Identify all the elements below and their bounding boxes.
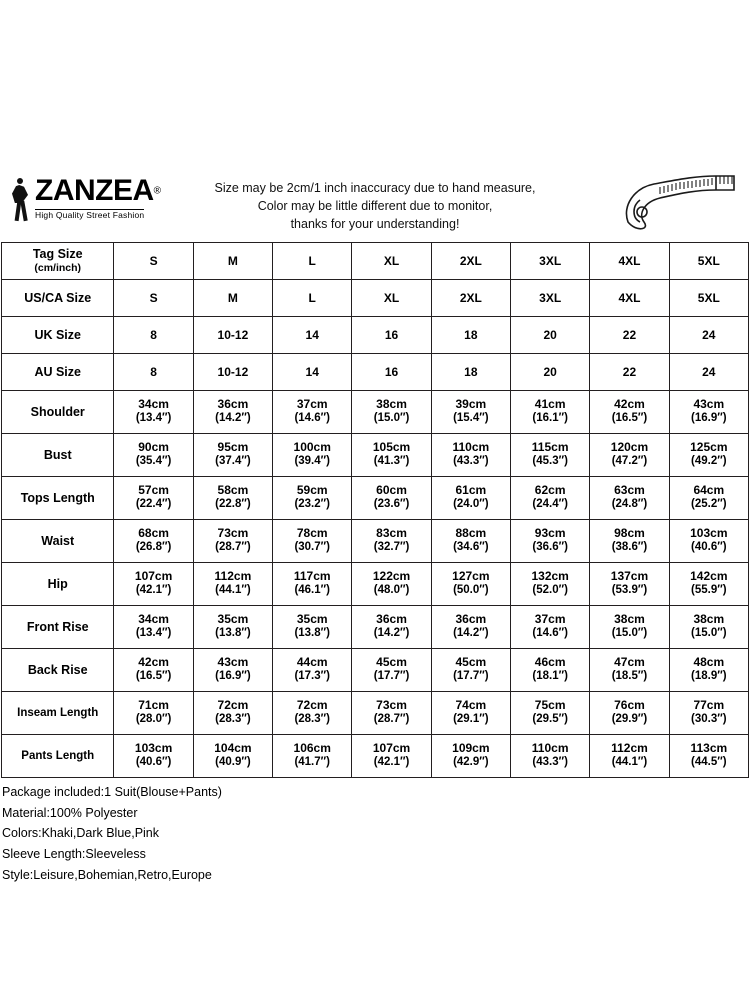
value-cm: 112cm — [611, 741, 648, 756]
value-inch: (42.9″) — [453, 756, 489, 769]
value-inch: (28.3″) — [215, 713, 251, 726]
cell-value — [590, 692, 669, 735]
cell-value: 22 — [590, 317, 669, 354]
cell-value — [511, 520, 590, 563]
value-cm: 120cm — [610, 440, 649, 455]
cell-value — [590, 649, 669, 692]
cell-value: XL — [352, 280, 431, 317]
value-cm: 36cm — [455, 612, 487, 627]
value-cm: 36cm — [217, 397, 249, 412]
cell-value — [193, 649, 272, 692]
cell-value — [273, 692, 352, 735]
cell-value — [431, 477, 510, 520]
product-detail-line-1: Package included:1 Suit(Blouse+Pants) — [2, 785, 222, 799]
value-cm: 98cm — [614, 526, 645, 541]
value-cm: 35cm — [217, 612, 249, 627]
value-cm: 47cm — [614, 655, 645, 670]
value-cm: 132cm — [531, 569, 569, 584]
value-inch: (14.2″) — [215, 412, 251, 425]
value-inch: (42.1″) — [135, 584, 172, 597]
cell-value — [273, 606, 352, 649]
row-label-waist: Waist — [2, 520, 114, 563]
cell-value — [590, 477, 669, 520]
cell-value: 4XL — [590, 280, 669, 317]
value-inch: (41.7″) — [294, 756, 330, 769]
size-header-5: 2XL — [431, 243, 510, 280]
value-inch: (47.2″) — [611, 455, 648, 468]
value-cm: 83cm — [376, 526, 407, 541]
tag-size-unit: (cm/inch) — [34, 262, 82, 275]
cell-value — [669, 434, 748, 477]
cell-value: M — [193, 280, 272, 317]
value-cm: 103cm — [134, 741, 173, 756]
cell-value — [352, 477, 431, 520]
cell-value — [352, 692, 431, 735]
cell-value — [431, 606, 510, 649]
value-cm: 61cm — [455, 483, 487, 498]
cell-value — [590, 606, 669, 649]
size-header-7: 4XL — [590, 243, 669, 280]
value-cm: 115cm — [531, 440, 569, 455]
measurement-disclaimer — [165, 179, 585, 233]
value-cm: 104cm — [214, 741, 252, 756]
value-cm: 72cm — [296, 698, 328, 713]
value-inch: (38.6″) — [611, 541, 648, 554]
row-label-au-size: AU Size — [2, 354, 114, 391]
value-inch: (13.4″) — [135, 412, 172, 425]
value-cm: 127cm — [452, 569, 490, 584]
value-inch: (24.8″) — [611, 498, 648, 511]
table-row — [2, 354, 749, 391]
value-cm: 88cm — [455, 526, 487, 541]
cell-value: 8 — [114, 317, 193, 354]
cell-value: 3XL — [511, 280, 590, 317]
cell-value — [590, 520, 669, 563]
value-cm: 37cm — [534, 612, 566, 627]
disclaimer-line-1: Size may be 2cm/1 inch inaccuracy due to hand measure, — [214, 180, 536, 195]
cell-value — [511, 434, 590, 477]
cell-value: 14 — [273, 317, 352, 354]
brand-logo — [8, 176, 168, 222]
size-header-1: S — [114, 243, 193, 280]
cell-value — [669, 692, 748, 735]
value-cm: 112cm — [214, 569, 252, 584]
value-inch: (23.6″) — [373, 498, 410, 511]
value-cm: 110cm — [452, 440, 490, 455]
value-inch: (22.4″) — [135, 498, 172, 511]
brand-name: ZANZEA — [35, 174, 154, 207]
value-inch: (17.7″) — [373, 670, 410, 683]
value-inch: (35.4″) — [135, 455, 172, 468]
value-inch: (14.6″) — [532, 627, 568, 640]
value-inch: (14.2″) — [453, 627, 489, 640]
row-label-inseam-length: Inseam Length — [2, 692, 114, 735]
value-cm: 60cm — [376, 483, 407, 498]
row-label-hip: Hip — [2, 563, 114, 606]
value-cm: 62cm — [534, 483, 566, 498]
row-label-back-rise: Back Rise — [2, 649, 114, 692]
value-inch: (16.5″) — [135, 670, 172, 683]
cell-value — [511, 649, 590, 692]
table-row — [2, 649, 749, 692]
value-cm: 142cm — [690, 569, 728, 584]
cell-value: 10-12 — [193, 317, 272, 354]
value-inch: (22.8″) — [215, 498, 251, 511]
cell-value — [669, 520, 748, 563]
product-detail-line-2: Material:100% Polyester — [2, 805, 138, 820]
value-inch: (50.0″) — [453, 584, 489, 597]
value-inch: (48.0″) — [373, 584, 410, 597]
size-chart-table — [1, 242, 749, 778]
cell-value — [590, 434, 669, 477]
value-cm: 44cm — [296, 655, 328, 670]
value-cm: 74cm — [455, 698, 487, 713]
value-cm: 34cm — [138, 397, 169, 412]
value-inch: (32.7″) — [373, 541, 410, 554]
cell-value — [273, 434, 352, 477]
value-cm: 42cm — [614, 397, 645, 412]
cell-value — [669, 735, 748, 778]
cell-value — [352, 735, 431, 778]
tag-size-title: Tag Size — [32, 246, 83, 261]
value-cm: 64cm — [693, 483, 725, 498]
cell-value — [511, 391, 590, 434]
value-inch: (40.6″) — [691, 541, 727, 554]
value-cm: 122cm — [372, 569, 411, 584]
value-cm: 93cm — [534, 526, 566, 541]
value-inch: (36.6″) — [532, 541, 568, 554]
cell-value — [431, 434, 510, 477]
value-inch: (44.5″) — [691, 756, 727, 769]
value-cm: 105cm — [372, 440, 411, 455]
value-cm: 38cm — [376, 397, 407, 412]
value-inch: (37.4″) — [215, 455, 251, 468]
table-row — [2, 434, 749, 477]
cell-value — [193, 391, 272, 434]
cell-value — [114, 606, 193, 649]
size-header-3: L — [273, 243, 352, 280]
value-inch: (26.8″) — [135, 541, 172, 554]
row-label-tops-length: Tops Length — [2, 477, 114, 520]
table-header-row — [2, 243, 749, 280]
value-inch: (29.5″) — [532, 713, 568, 726]
value-inch: (39.4″) — [294, 455, 330, 468]
value-cm: 71cm — [138, 698, 169, 713]
value-cm: 35cm — [296, 612, 328, 627]
cell-value — [431, 563, 510, 606]
cell-value — [193, 563, 272, 606]
size-header-2: M — [193, 243, 272, 280]
cell-value — [193, 434, 272, 477]
value-cm: 117cm — [293, 569, 331, 584]
value-inch: (18.9″) — [691, 670, 727, 683]
cell-value — [114, 563, 193, 606]
cell-value — [352, 391, 431, 434]
value-inch: (44.1″) — [215, 584, 251, 597]
brand-tagline: High Quality Street Fashion — [35, 210, 145, 220]
cell-value — [114, 649, 193, 692]
cell-value — [431, 692, 510, 735]
value-cm: 103cm — [690, 526, 728, 541]
value-inch: (23.2″) — [294, 498, 330, 511]
cell-value — [193, 606, 272, 649]
value-inch: (16.5″) — [611, 412, 648, 425]
value-cm: 77cm — [693, 698, 725, 713]
cell-value: 20 — [511, 317, 590, 354]
value-inch: (24.0″) — [453, 498, 489, 511]
cell-value — [114, 520, 193, 563]
table-row — [2, 606, 749, 649]
value-cm: 36cm — [376, 612, 407, 627]
value-cm: 90cm — [138, 440, 169, 455]
value-inch: (55.9″) — [691, 584, 727, 597]
value-inch: (17.7″) — [453, 670, 489, 683]
value-cm: 45cm — [455, 655, 487, 670]
cell-value: S — [114, 280, 193, 317]
value-cm: 76cm — [614, 698, 645, 713]
cell-value — [511, 735, 590, 778]
value-cm: 109cm — [452, 741, 490, 756]
value-cm: 137cm — [610, 569, 649, 584]
cell-value: 20 — [511, 354, 590, 391]
cell-value — [669, 649, 748, 692]
value-cm: 42cm — [138, 655, 169, 670]
value-inch: (16.9″) — [215, 670, 251, 683]
value-cm: 34cm — [138, 612, 169, 627]
value-inch: (40.6″) — [135, 756, 172, 769]
value-cm: 106cm — [293, 741, 331, 756]
cell-value: 24 — [669, 317, 748, 354]
value-cm: 73cm — [217, 526, 249, 541]
value-cm: 107cm — [134, 569, 173, 584]
table-row — [2, 391, 749, 434]
table-row — [2, 477, 749, 520]
woman-silhouette-icon — [8, 176, 34, 222]
table-row — [2, 280, 749, 317]
registered-mark: ® — [153, 185, 162, 197]
cell-value — [511, 477, 590, 520]
value-cm: 63cm — [614, 483, 645, 498]
cell-value — [114, 434, 193, 477]
value-inch: (34.6″) — [453, 541, 489, 554]
tag-size-corner-cell — [2, 243, 114, 280]
cell-value — [511, 692, 590, 735]
cell-value — [273, 391, 352, 434]
value-inch: (42.1″) — [373, 756, 410, 769]
value-cm: 38cm — [693, 612, 725, 627]
value-inch: (41.3″) — [373, 455, 410, 468]
disclaimer-line-3: thanks for your understanding! — [290, 217, 460, 232]
value-inch: (44.1″) — [611, 756, 648, 769]
disclaimer-line-2: Color may be little different due to monitor, — [257, 198, 493, 213]
value-cm: 48cm — [693, 655, 725, 670]
value-inch: (46.1″) — [294, 584, 330, 597]
value-cm: 41cm — [534, 397, 566, 412]
row-label-front-rise: Front Rise — [2, 606, 114, 649]
cell-value — [669, 606, 748, 649]
cell-value — [352, 520, 431, 563]
cell-value — [193, 520, 272, 563]
value-inch: (16.9″) — [691, 412, 727, 425]
cell-value — [273, 649, 352, 692]
table-row — [2, 563, 749, 606]
cell-value — [193, 477, 272, 520]
cell-value — [352, 563, 431, 606]
value-inch: (15.0″) — [611, 627, 648, 640]
value-inch: (29.9″) — [611, 713, 648, 726]
value-cm: 78cm — [296, 526, 328, 541]
cell-value — [590, 735, 669, 778]
value-inch: (18.1″) — [532, 670, 568, 683]
value-cm: 45cm — [376, 655, 407, 670]
row-label-pants-length: Pants Length — [2, 735, 114, 778]
table-row — [2, 317, 749, 354]
row-label-uk-size: UK Size — [2, 317, 114, 354]
value-cm: 68cm — [138, 526, 169, 541]
cell-value: 10-12 — [193, 354, 272, 391]
cell-value — [669, 477, 748, 520]
value-cm: 113cm — [690, 741, 728, 756]
cell-value — [114, 692, 193, 735]
cell-value: 16 — [352, 354, 431, 391]
cell-value: 14 — [273, 354, 352, 391]
value-inch: (15.4″) — [453, 412, 489, 425]
measuring-tape-icon — [620, 170, 740, 236]
value-cm: 110cm — [531, 741, 569, 756]
cell-value: 18 — [431, 317, 510, 354]
value-cm: 125cm — [690, 440, 728, 455]
value-cm: 107cm — [372, 741, 411, 756]
cell-value: L — [273, 280, 352, 317]
value-inch: (13.8″) — [294, 627, 330, 640]
cell-value — [193, 692, 272, 735]
value-inch: (28.7″) — [215, 541, 251, 554]
product-details — [0, 782, 750, 885]
value-cm: 39cm — [455, 397, 487, 412]
cell-value — [114, 477, 193, 520]
value-inch: (40.9″) — [215, 756, 251, 769]
cell-value — [193, 735, 272, 778]
cell-value: 18 — [431, 354, 510, 391]
value-cm: 73cm — [376, 698, 407, 713]
value-cm: 38cm — [614, 612, 645, 627]
cell-value: 5XL — [669, 280, 748, 317]
cell-value — [511, 606, 590, 649]
cell-value — [273, 735, 352, 778]
value-inch: (30.3″) — [691, 713, 727, 726]
cell-value — [352, 606, 431, 649]
value-inch: (28.0″) — [135, 713, 172, 726]
cell-value: 8 — [114, 354, 193, 391]
value-inch: (13.4″) — [135, 627, 172, 640]
value-cm: 75cm — [534, 698, 566, 713]
cell-value — [669, 391, 748, 434]
value-inch: (14.6″) — [294, 412, 330, 425]
value-inch: (30.7″) — [294, 541, 330, 554]
value-cm: 43cm — [217, 655, 249, 670]
value-cm: 58cm — [217, 483, 249, 498]
value-cm: 100cm — [293, 440, 331, 455]
value-inch: (18.5″) — [611, 670, 648, 683]
product-detail-line-4: Sleeve Length:Sleeveless — [2, 846, 146, 861]
cell-value — [590, 563, 669, 606]
cell-value: 22 — [590, 354, 669, 391]
table-row — [2, 692, 749, 735]
row-label-us-ca-size: US/CA Size — [2, 280, 114, 317]
value-inch: (29.1″) — [453, 713, 489, 726]
value-inch: (13.8″) — [215, 627, 251, 640]
cell-value — [431, 520, 510, 563]
value-inch: (52.0″) — [532, 584, 568, 597]
cell-value — [352, 649, 431, 692]
value-inch: (14.2″) — [373, 627, 410, 640]
cell-value: 16 — [352, 317, 431, 354]
value-inch: (24.4″) — [532, 498, 568, 511]
chart-header — [0, 170, 750, 242]
product-detail-line-5: Style:Leisure,Bohemian,Retro,Europe — [2, 867, 212, 882]
value-inch: (25.2″) — [691, 498, 727, 511]
value-cm: 59cm — [296, 483, 328, 498]
cell-value — [352, 434, 431, 477]
size-header-6: 3XL — [511, 243, 590, 280]
value-inch: (43.3″) — [453, 455, 489, 468]
value-cm: 37cm — [296, 397, 328, 412]
value-inch: (49.2″) — [691, 455, 727, 468]
value-inch: (43.3″) — [532, 756, 568, 769]
value-inch: (15.0″) — [373, 412, 410, 425]
table-row — [2, 520, 749, 563]
cell-value — [431, 391, 510, 434]
cell-value — [590, 391, 669, 434]
value-cm: 43cm — [693, 397, 725, 412]
value-inch: (17.3″) — [294, 670, 330, 683]
size-header-8: 5XL — [669, 243, 748, 280]
value-inch: (45.3″) — [532, 455, 568, 468]
row-label-bust: Bust — [2, 434, 114, 477]
cell-value — [273, 563, 352, 606]
value-cm: 57cm — [138, 483, 169, 498]
cell-value — [114, 735, 193, 778]
cell-value — [431, 735, 510, 778]
value-inch: (15.0″) — [691, 627, 727, 640]
cell-value: 2XL — [431, 280, 510, 317]
cell-value — [431, 649, 510, 692]
cell-value — [511, 563, 590, 606]
value-cm: 72cm — [217, 698, 249, 713]
cell-value: 24 — [669, 354, 748, 391]
value-inch: (16.1″) — [532, 412, 568, 425]
value-inch: (28.7″) — [373, 713, 410, 726]
value-cm: 95cm — [217, 440, 249, 455]
cell-value — [114, 391, 193, 434]
size-header-4: XL — [352, 243, 431, 280]
size-chart-sheet — [0, 170, 750, 885]
table-row — [2, 735, 749, 778]
cell-value — [273, 477, 352, 520]
value-inch: (28.3″) — [294, 713, 330, 726]
product-detail-line-3: Colors:Khaki,Dark Blue,Pink — [2, 826, 160, 841]
cell-value — [273, 520, 352, 563]
cell-value — [669, 563, 748, 606]
value-inch: (53.9″) — [611, 584, 648, 597]
row-label-shoulder: Shoulder — [2, 391, 114, 434]
value-cm: 46cm — [534, 655, 566, 670]
